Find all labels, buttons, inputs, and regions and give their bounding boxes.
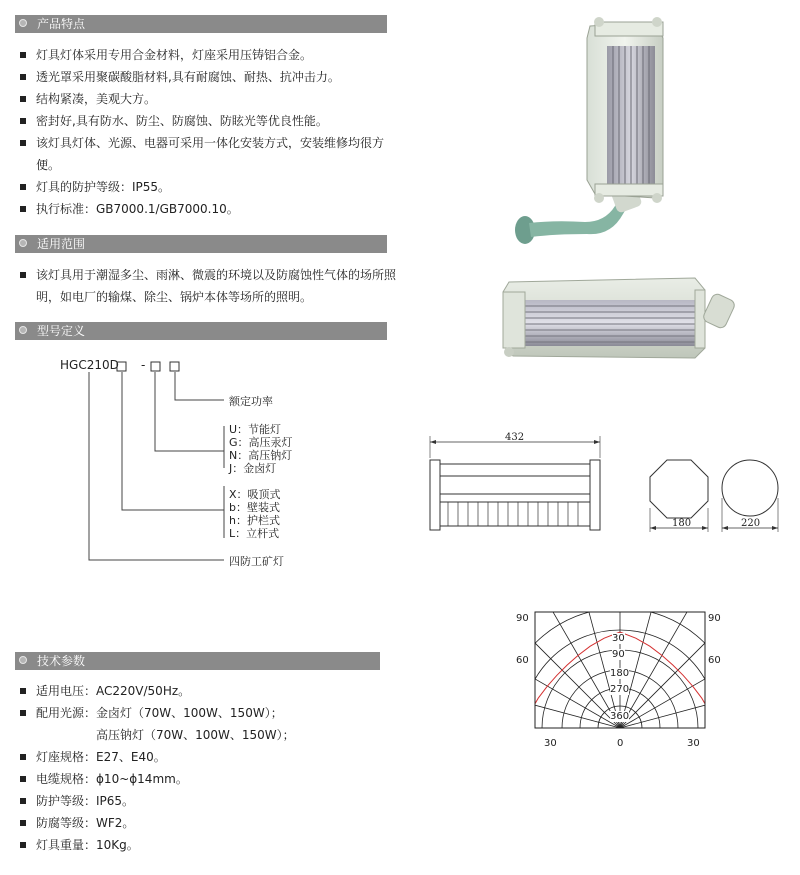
polar-radial-value: 270 (610, 684, 630, 695)
polar-label-bottom-center: 0 (617, 738, 624, 749)
param-weight: 灯具重量：10Kg。 (20, 834, 400, 856)
mount-type-b: b：壁装式 (229, 501, 280, 514)
section-header-tech (15, 652, 380, 670)
section-title: 产品特点 (37, 17, 86, 31)
explosion-type-label: 四防工矿灯 (229, 555, 284, 568)
param-socket: 灯座规格：E27、E40。 (20, 746, 400, 768)
length-dimension: 432 (505, 432, 525, 443)
light-distribution-diagram (500, 600, 740, 760)
wall-lamp-photo (495, 8, 675, 248)
list-item: 结构紧凑，美观大方。 (20, 88, 400, 110)
model-dash: - (141, 358, 146, 372)
list-item: 该灯具用于潮湿多尘、雨淋、微震的环境以及防腐蚀性气体的场所照明，如电厂的输煤、除尘、锅炉本体等场所的照明。 (20, 264, 400, 308)
light-source-j: J：金卤灯 (229, 462, 277, 475)
list-item: 灯具的防护等级：IP55。 (20, 176, 400, 198)
circle-dimension: 220 (741, 518, 761, 529)
bullet-circle-icon (19, 656, 27, 664)
model-code: HGC210D (60, 358, 119, 372)
list-item: 该灯具灯体、光源、电器可采用一体化安装方式，安装维修均很方便。 (20, 132, 400, 176)
dimension-drawing (420, 428, 790, 543)
list-item: 执行标准：GB7000.1/GB7000.10。 (20, 198, 400, 220)
polar-radial-value: 90 (612, 649, 625, 660)
polar-label-top-right: 90 (708, 613, 721, 624)
light-source-g: G：高压汞灯 (229, 436, 293, 449)
tech-params (20, 680, 400, 856)
light-source-n: N：高压钠灯 (229, 449, 293, 462)
octagon-dimension: 180 (672, 518, 692, 529)
mount-type-h: h：护栏式 (229, 514, 280, 527)
mount-type-x: X：吸顶式 (229, 488, 281, 501)
param-voltage: 适用电压：AC220V/50Hz。 (20, 680, 400, 702)
grille-lines (448, 502, 578, 526)
section-title: 型号定义 (37, 324, 86, 338)
param-protection: 防护等级：IP65。 (20, 790, 400, 812)
horizontal-lamp-photo (495, 270, 745, 365)
polar-label-mid-right: 60 (708, 655, 721, 666)
mount-type-l: L：立杆式 (229, 527, 280, 540)
list-item: 灯具灯体采用专用合金材料，灯座采用压铸铝合金。 (20, 44, 400, 66)
polar-label-bottom-right: 30 (687, 738, 700, 749)
polar-radial-value: 180 (610, 668, 630, 679)
param-light-source: 配用光源：金卤灯（70W、100W、150W）； (20, 702, 400, 724)
polar-label-mid-left: 60 (516, 655, 529, 666)
polar-inner-value: 30 (612, 633, 625, 644)
polar-radial-value: 360 (610, 711, 630, 722)
light-source-u: U：节能灯 (229, 423, 282, 436)
model-diagram-lines (0, 0, 400, 580)
section-title: 适用范围 (37, 237, 86, 251)
polar-label-top-left: 90 (516, 613, 529, 624)
rated-power-label: 额定功率 (229, 395, 273, 408)
list-item: 透光罩采用聚碳酸脂材料,具有耐腐蚀、耐热、抗冲击力。 (20, 66, 400, 88)
polar-label-bottom-left: 30 (544, 738, 557, 749)
section-title: 技术参数 (37, 654, 86, 668)
param-cable: 电缆规格：ϕ10~ϕ14mm。 (20, 768, 400, 790)
polar-grid (500, 600, 740, 760)
param-corrosion: 防腐等级：WF2。 (20, 812, 400, 834)
list-item: 密封好,具有防水、防尘、防腐蚀、防眩光等优良性能。 (20, 110, 400, 132)
param-light-source-2: 高压钠灯（70W、100W、150W）； (96, 728, 295, 742)
